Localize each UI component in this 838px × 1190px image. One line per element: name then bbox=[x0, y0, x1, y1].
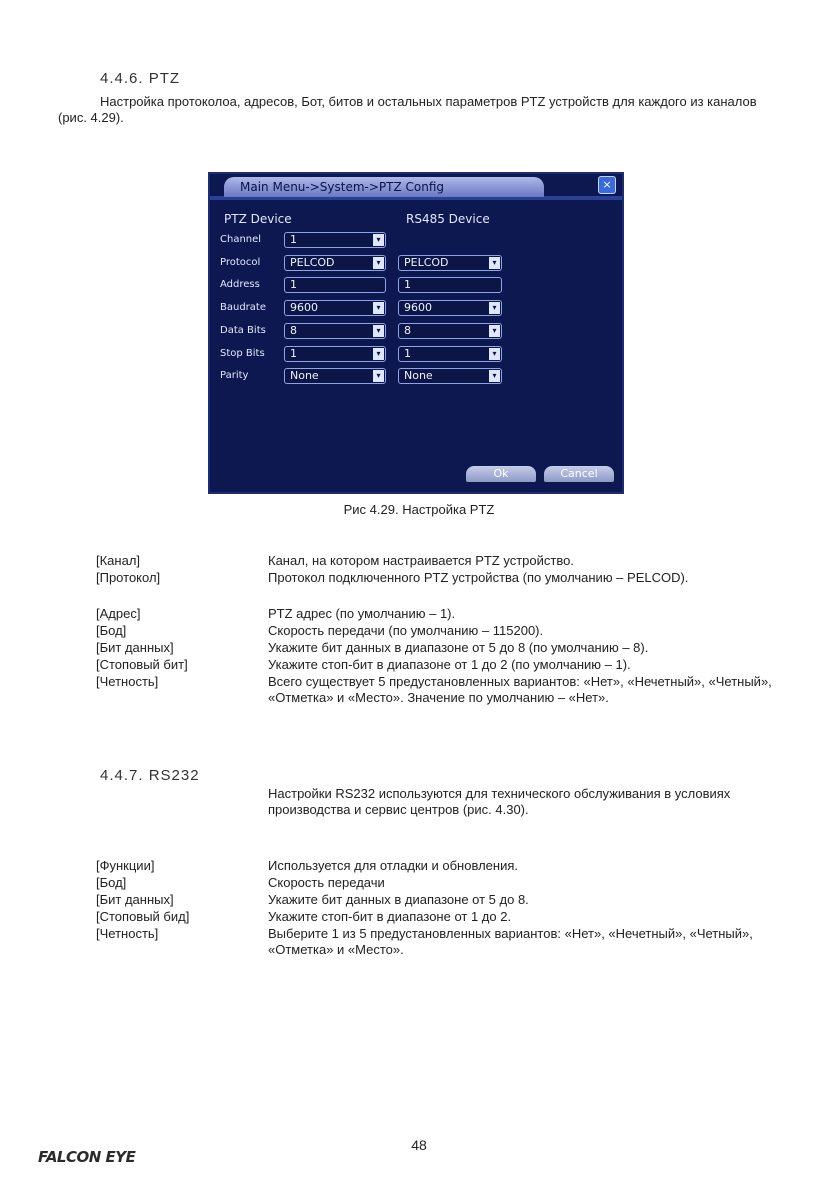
definition-text: Скорость передачи (по умолчанию – 115200). bbox=[268, 623, 544, 638]
dropdown-arrow-icon[interactable]: ▾ bbox=[489, 348, 500, 360]
ptz-field[interactable] bbox=[284, 346, 386, 362]
config-row bbox=[220, 346, 616, 364]
dropdown-arrow-icon[interactable]: ▾ bbox=[373, 348, 384, 360]
config-row bbox=[220, 277, 616, 295]
dialog-title: Main Menu->System->PTZ Config bbox=[224, 177, 544, 197]
ptz-field-value: 8 bbox=[290, 323, 297, 337]
definition-text: Скорость передачи bbox=[268, 875, 385, 890]
config-row bbox=[220, 323, 616, 341]
definition-text: Протокол подключенного PTZ устройства (по умолчанию – PELCOD). bbox=[268, 570, 689, 585]
definition-text: Укажите стоп-бит в диапазоне от 1 до 2. bbox=[268, 909, 512, 924]
ptz-field-value: 9600 bbox=[290, 301, 318, 315]
definition-term: [Бит данных] bbox=[96, 640, 174, 655]
ptz-device-header: PTZ Device bbox=[224, 212, 292, 226]
ptz-field-value: None bbox=[290, 369, 319, 383]
ptz-field-value: 1 bbox=[290, 278, 297, 292]
rs485-field-value: None bbox=[404, 369, 433, 383]
ptz-field[interactable] bbox=[284, 300, 386, 316]
definition-term: [Стоповый бит] bbox=[96, 657, 188, 672]
dropdown-arrow-icon[interactable]: ▾ bbox=[373, 234, 384, 246]
rs485-field-value: PELCOD bbox=[404, 255, 449, 269]
definition-text: Выберите 1 из 5 предустановленных вариантов: «Нет», «Нечетный», «Четный», «Отметка» и «Место». bbox=[268, 926, 753, 957]
falcon-eye-logo: FALCON EYE bbox=[38, 1148, 136, 1166]
ptz-field[interactable] bbox=[284, 255, 386, 271]
definition-text: Укажите стоп-бит в диапазоне от 1 до 2 (по умолчанию – 1). bbox=[268, 657, 631, 672]
rs485-field[interactable] bbox=[398, 346, 502, 362]
rs485-field[interactable] bbox=[398, 300, 502, 316]
rs485-field[interactable] bbox=[398, 323, 502, 339]
ptz-field[interactable] bbox=[284, 323, 386, 339]
definition-text: Укажите бит данных в диапазоне от 5 до 8 (по умолчанию – 8). bbox=[268, 640, 649, 655]
ptz-field[interactable] bbox=[284, 368, 386, 384]
definition-term: [Четность] bbox=[96, 926, 159, 941]
section-heading-ptz: 4.4.6. PTZ bbox=[100, 70, 181, 87]
row-label: Baudrate bbox=[220, 302, 266, 314]
definition-term: [Канал] bbox=[96, 553, 141, 568]
definition-term: [Бит данных] bbox=[96, 892, 174, 907]
figure-caption: Рис 4.29. Настройка PTZ bbox=[343, 502, 495, 517]
row-label: Protocol bbox=[220, 256, 261, 268]
definition-term: [Функции] bbox=[96, 858, 155, 873]
ptz-field-value: 1 bbox=[290, 233, 297, 246]
dropdown-arrow-icon[interactable]: ▾ bbox=[373, 302, 384, 314]
rs485-field[interactable] bbox=[398, 277, 502, 293]
dropdown-arrow-icon[interactable]: ▾ bbox=[373, 370, 384, 382]
definition-text: Канал, на котором настраивается PTZ устройство. bbox=[268, 553, 574, 568]
definition-term: [Протокол] bbox=[96, 570, 161, 585]
section-intro-ptz: Настройка протоколоа, адресов, Бот, битов и остальных параметров PTZ устройств для каждого из каналов (рис. 4.29). bbox=[58, 94, 757, 125]
rs485-device-header: RS485 Device bbox=[406, 212, 490, 226]
ptz-config-dialog bbox=[208, 172, 624, 494]
rs485-field-value: 9600 bbox=[404, 301, 432, 315]
row-label: Address bbox=[220, 279, 260, 291]
config-row bbox=[220, 368, 616, 386]
definition-text: Всего существует 5 предустановленных вариантов: «Нет», «Нечетный», «Четный», «Отметка» и «Место». Значение по умолчанию – «Нет». bbox=[268, 674, 772, 705]
ptz-field-value: PELCOD bbox=[290, 255, 335, 269]
ptz-field-value: 1 bbox=[290, 346, 297, 360]
ok-button[interactable]: Ok bbox=[466, 466, 536, 482]
rs485-field-value: 1 bbox=[404, 278, 411, 292]
dropdown-arrow-icon[interactable]: ▾ bbox=[489, 257, 500, 269]
row-label: Stop Bits bbox=[220, 347, 265, 359]
definition-text: Используется для отладки и обновления. bbox=[268, 858, 518, 873]
dropdown-arrow-icon[interactable]: ▾ bbox=[373, 257, 384, 269]
definition-text: PTZ адрес (по умолчанию – 1). bbox=[268, 606, 456, 621]
row-label: Parity bbox=[220, 370, 249, 382]
config-row bbox=[220, 255, 616, 273]
cancel-button[interactable]: Cancel bbox=[544, 466, 614, 482]
ptz-field[interactable] bbox=[284, 277, 386, 293]
close-icon[interactable]: × bbox=[598, 176, 616, 194]
definition-term: [Адрес] bbox=[96, 606, 141, 621]
section-heading-rs232: 4.4.7. RS232 bbox=[100, 767, 200, 784]
definition-term: [Бод] bbox=[96, 875, 127, 890]
dropdown-arrow-icon[interactable]: ▾ bbox=[373, 325, 384, 337]
rs485-field[interactable] bbox=[398, 255, 502, 271]
ptz-field[interactable] bbox=[284, 232, 386, 248]
dropdown-arrow-icon[interactable]: ▾ bbox=[489, 370, 500, 382]
config-row bbox=[220, 300, 616, 318]
dropdown-arrow-icon[interactable]: ▾ bbox=[489, 302, 500, 314]
page-number: 48 bbox=[411, 1137, 427, 1153]
config-row bbox=[220, 232, 616, 250]
row-label: Channel bbox=[220, 234, 262, 245]
dropdown-arrow-icon[interactable]: ▾ bbox=[489, 325, 500, 337]
row-label: Data Bits bbox=[220, 324, 266, 336]
rs485-field-value: 1 bbox=[404, 346, 411, 360]
definition-term: [Бод] bbox=[96, 623, 127, 638]
section-intro-rs232: Настройки RS232 используются для технического обслуживания в условиях производства и сервис центров (рис. 4.30). bbox=[268, 786, 731, 817]
rs485-field-value: 8 bbox=[404, 323, 411, 337]
definition-term: [Стоповый бид] bbox=[96, 909, 190, 924]
definition-text: Укажите бит данных в диапазоне от 5 до 8. bbox=[268, 892, 529, 907]
rs485-field[interactable] bbox=[398, 368, 502, 384]
definition-term: [Четность] bbox=[96, 674, 159, 689]
